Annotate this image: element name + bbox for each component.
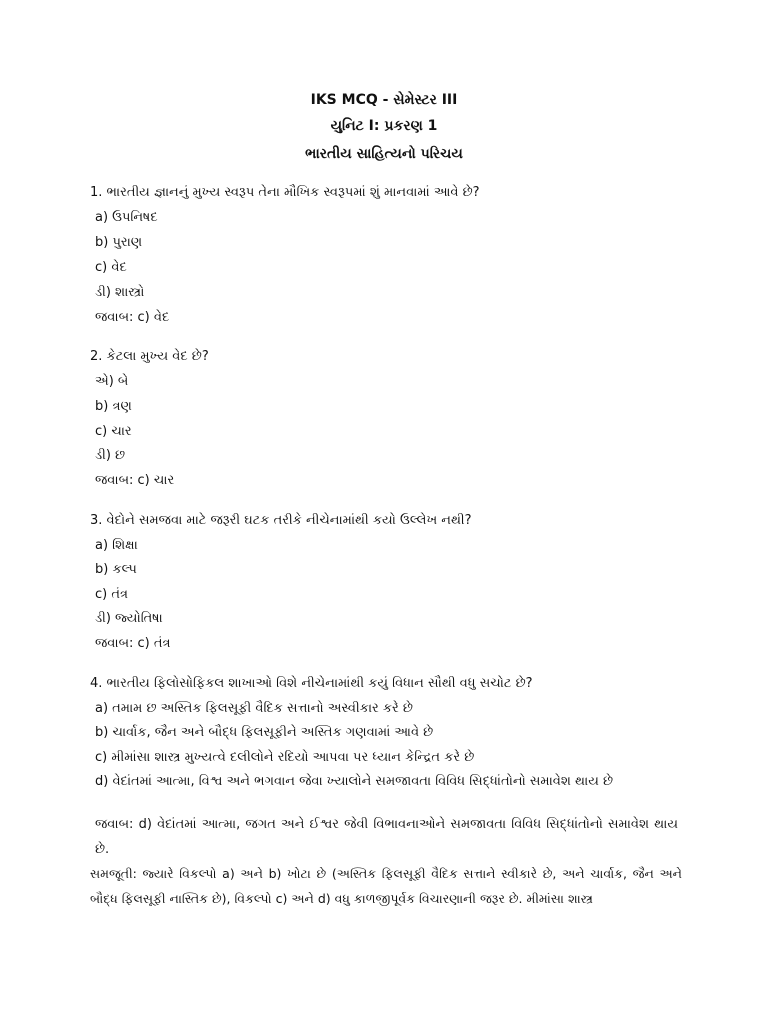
question-1: 1. ભારતીય જ્ઞાનનું મુખ્ય સ્વરૂપ તેના મૌખિક સ્વરૂપમાં શું માનવામાં આવે છે? <box>90 185 480 200</box>
chapter-title: ભારતીય સાહિત્યનો પરિચય <box>305 146 463 162</box>
question-4-answer: જવાબ: d) વેદાંતમાં આત્મા, જગત અને ઈશ્વર જેવી વિભાવનાઓને સમજાવતા વિવિધ સિદ્ધાંતોનો સમાવેશ થાય છે. <box>95 817 678 857</box>
question-3-answer: જવાબ: c) તંત્ર <box>95 636 171 651</box>
question-4-option-c: c) મીમાંસા શાસ્ત્ર મુખ્યત્વે દલીલોને રદિયો આપવા પર ધ્યાન કેન્દ્રિત કરે છે <box>95 750 475 765</box>
question-1-option-c: c) વેદ <box>95 260 127 275</box>
question-2-option-a: એ) બે <box>95 374 129 389</box>
document-title: IKS MCQ - સેમેસ્ટર III <box>310 92 458 108</box>
question-1-option-b: b) પુરાણ <box>95 235 143 250</box>
question-4-option-d: d) વેદાંતમાં આત્મા, વિશ્વ અને ભગવાન જેવા ખ્યાલોને સમજાવતા વિવિધ સિદ્ધાંતોનો સમાવેશ થાય છે <box>95 774 614 789</box>
question-4: 4. ભારતીય ફિલોસોફિકલ શાખાઓ વિશે નીચેનામાંથી કયું વિધાન સૌથી વધુ સચોટ છે? <box>90 676 533 691</box>
question-2-option-c: c) ચાર <box>95 424 132 439</box>
question-3-option-c: c) તંત્ર <box>95 587 128 602</box>
question-2: 2. કેટલા મુખ્ય વેદ છે? <box>90 349 209 364</box>
question-4-option-a: a) તમામ છ અસ્તિક ફિલસૂફી વૈદિક સત્તાનો અસ્વીકાર કરે છે <box>95 701 413 716</box>
question-3-option-b: b) કલ્પ <box>95 562 137 577</box>
question-3: 3. વેદોને સમજવા માટે જરૂરી ઘટક તરીકે નીચેનામાંથી કયો ઉલ્લેખ નથી? <box>90 513 472 528</box>
unit-title: યુનિટ I: પ્રકરણ 1 <box>330 118 438 134</box>
question-1-option-d: ડી) શાસ્ત્રો <box>95 285 145 300</box>
question-2-option-d: ડી) છ <box>95 448 126 463</box>
question-4-explanation: સમજૂતી: જ્યારે વિકલ્પો a) અને b) ખોટા છે (અસ્તિક ફિલસૂફી વૈદિક સત્તાને સ્વીકારે છે, અને ચાર્વાક, જૈન અને બૌદ્ધ ફિલસૂફી નાસ્તિક છે), વિકલ્પો c) અને d) વધુ કાળજીપૂર્વક વિચારણાની જરૂર છે. મીમાંસા શાસ્ત્ર <box>90 866 682 906</box>
question-3-option-d: ડી) જ્યોતિષા <box>95 611 163 626</box>
question-1-option-a: a) ઉપનિષદ <box>95 210 158 225</box>
question-3-option-a: a) શિક્ષા <box>95 538 138 553</box>
question-2-answer: જવાબ: c) ચાર <box>95 473 175 488</box>
question-4-option-b: b) ચાર્વાક, જૈન અને બૌદ્ધ ફિલસૂફીને અસ્તિક ગણવામાં આવે છે <box>95 725 434 740</box>
question-2-option-b: b) ત્રણ <box>95 399 132 414</box>
question-1-answer: જવાબ: c) વેદ <box>95 310 170 325</box>
